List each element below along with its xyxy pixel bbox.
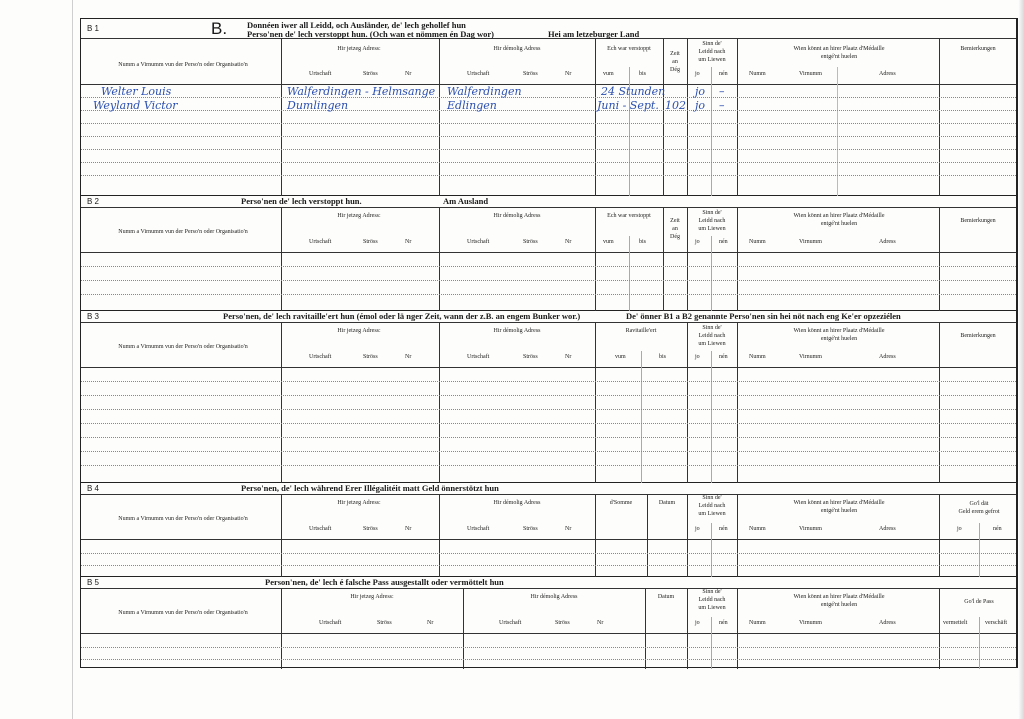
col-street: Ströss [363, 354, 378, 360]
col-survived-1: Sinn de' [702, 589, 722, 595]
entry-2-name: Weyland Victor [93, 99, 178, 112]
binding-margin-line [72, 0, 73, 719]
col-town: Urtschaft [467, 239, 490, 245]
col-time-an: an [672, 59, 678, 65]
col-nen: nén [719, 71, 728, 77]
col-street: Ströss [363, 71, 378, 77]
col-time-an: an [672, 226, 678, 232]
col-adress: Adress [879, 239, 896, 245]
col-numm: Numm [749, 526, 766, 532]
col-town: Urtschaft [309, 239, 332, 245]
col-numm: Numm [749, 354, 766, 360]
col-old-address-header: Hir démolig Adress [530, 594, 578, 600]
col-street: Ströss [555, 620, 570, 626]
col-pass-made: verschäft [985, 620, 1007, 626]
col-nen: nén [719, 239, 728, 245]
col-virnumm: Virnumm [799, 239, 822, 245]
col-town: Urtschaft [319, 620, 342, 626]
col-gold-header: Go'l dät [969, 501, 989, 507]
col-adress: Adress [879, 71, 896, 77]
section-title: Donnéen iwer all Leidd, och Ausländer, de' lech gehollef hun [247, 20, 466, 30]
col-pass-header: Go'l de Pass [964, 599, 994, 605]
col-survived-1: Sinn de' [702, 325, 722, 331]
col-current-address-header: Hir jetzeg Adress: [337, 500, 381, 506]
section-title: Person'nen, de' lech é falsche Pass ausgestallt oder vermöttelt hun [265, 577, 504, 587]
section-b2-title-row [81, 196, 1016, 208]
col-virnumm: Virnumm [799, 71, 822, 77]
col-adress: Adress [879, 354, 896, 360]
section-b4-title-row [81, 483, 1016, 495]
col-current-address-header: Hir jetzeg Adress: [337, 328, 381, 334]
entry-1-survived: jo [695, 85, 706, 98]
col-medal-2: entgé'nt huelen [820, 54, 858, 60]
section-b5 [81, 577, 1016, 669]
entry-1-no: – [719, 85, 725, 98]
col-nen: nén [719, 620, 728, 626]
col-survived-1: Sinn de' [702, 41, 722, 47]
col-old-address-header: Hir démolig Adress [493, 328, 541, 334]
col-town: Urtschaft [467, 71, 490, 77]
section-code: B 1 [87, 24, 100, 33]
col-time: Zeit [670, 218, 680, 224]
col-to: bis [659, 354, 667, 360]
col-survived-2: Leidd nach [698, 503, 726, 509]
col-nr: Nr [597, 620, 604, 626]
col-survived-3: um Liewen [698, 341, 726, 347]
col-jo: jo [957, 526, 962, 532]
col-from: vum [615, 354, 626, 360]
col-town: Urtschaft [309, 71, 332, 77]
col-remarks: Bemierkungen [960, 218, 996, 224]
col-street: Ströss [523, 239, 538, 245]
col-street: Ströss [377, 620, 392, 626]
col-jo: jo [695, 71, 700, 77]
col-nen: nén [719, 526, 728, 532]
col-town: Urtschaft [467, 526, 490, 532]
col-nr: Nr [405, 526, 412, 532]
section-letter: B. [211, 19, 228, 38]
entry-2-no: – [719, 99, 725, 112]
col-town: Urtschaft [499, 620, 522, 626]
col-from: vum [603, 239, 614, 245]
col-adress: Adress [879, 526, 896, 532]
section-title-note: De' önner B1 a B2 genannte Perso'nen sin hei nöt nach eng Ke'er opzeziélen [626, 311, 901, 321]
col-medal-2: entgé'nt huelen [820, 336, 858, 342]
col-virnumm: Virnumm [799, 354, 822, 360]
col-time: Zeit [670, 51, 680, 57]
section-b3-title-row [81, 311, 1016, 323]
col-nr: Nr [427, 620, 434, 626]
col-survived-3: um Liewen [698, 226, 726, 232]
col-nr: Nr [565, 71, 572, 77]
col-survived-3: um Liewen [698, 511, 726, 517]
col-medal-1: Wien könnt an hirer Plaatz d'Médaille [793, 594, 885, 600]
col-survived-1: Sinn de' [702, 495, 722, 501]
col-street: Ströss [363, 526, 378, 532]
col-adress: Adress [879, 620, 896, 626]
col-medal-1: Wien könnt an hirer Plaatz d'Médaille [793, 328, 885, 334]
col-jo: jo [695, 620, 700, 626]
col-hidden-header: Ech war verstoppt [607, 46, 651, 52]
col-old-address-header: Hir démolig Adress [493, 46, 541, 52]
section-title: Perso'nen de' lech verstoppt hun. [241, 196, 362, 206]
section-code: B 2 [87, 197, 100, 206]
col-medal-2: entgé'nt huelen [820, 508, 858, 514]
col-pass-lost: vermettelt [943, 620, 968, 626]
col-medal-2: entgé'nt huelen [820, 221, 858, 227]
section-code: B 3 [87, 312, 100, 321]
section-subtitle-location: Hei am letzeburger Land [548, 29, 640, 39]
col-nr: Nr [565, 239, 572, 245]
entry-1-period: 24 Stunden [601, 85, 666, 98]
col-nen: nén [993, 526, 1002, 532]
col-survived-2: Leidd nach [698, 218, 726, 224]
col-street: Ströss [523, 354, 538, 360]
entry-2-old-address: Edlingen [447, 99, 497, 112]
col-nr: Nr [565, 526, 572, 532]
col-survived-2: Leidd nach [698, 49, 726, 55]
col-street: Ströss [363, 239, 378, 245]
col-numm: Numm [749, 620, 766, 626]
col-old-address-header: Hir démolig Adress [493, 500, 541, 506]
col-numm: Numm [749, 239, 766, 245]
section-title-location: Am Ausland [443, 196, 489, 206]
col-remarks: Bemierkungen [960, 46, 996, 52]
col-name-header: Numm a Virnumm vun der Perso'n oder Organisatio'n [118, 344, 248, 350]
col-survived-2: Leidd nach [698, 597, 726, 603]
col-numm: Numm [749, 71, 766, 77]
col-medal-1: Wien könnt an hirer Plaatz d'Médaille [793, 500, 885, 506]
col-nr: Nr [565, 354, 572, 360]
section-b5-title-row [81, 577, 1016, 589]
col-survived-3: um Liewen [698, 605, 726, 611]
col-time-deeg: Dég [670, 67, 680, 73]
col-date-header: Datum [658, 500, 676, 506]
col-medal-2: entgé'nt huelen [820, 602, 858, 608]
col-old-address-header: Hir démolig Adress [493, 213, 541, 219]
col-name-header: Numm a Virnumm vun der Perso'n oder Organisatio'n [118, 62, 248, 68]
entry-2-survived: jo [695, 99, 706, 112]
section-code: B 4 [87, 484, 100, 493]
col-remarks: Bemierkungen [960, 333, 996, 339]
col-virnumm: Virnumm [799, 620, 822, 626]
col-virnumm: Virnumm [799, 526, 822, 532]
col-survived-2: Leidd nach [698, 333, 726, 339]
col-sum-header: d'Somme [609, 500, 633, 506]
col-from: vum [603, 71, 614, 77]
section-b3 [81, 311, 1016, 483]
section-code: B 5 [87, 578, 100, 587]
col-survived-1: Sinn de' [702, 210, 722, 216]
col-jo: jo [695, 526, 700, 532]
col-jo: jo [695, 354, 700, 360]
page-edge-shadow [1018, 0, 1024, 719]
entry-1-old-address: Walferdingen [447, 85, 522, 98]
col-name-header: Numm a Virnumm vun der Perso'n oder Organisatio'n [118, 229, 248, 235]
col-gold-header-2: Geld erem gefrot [958, 509, 1000, 515]
col-town: Urtschaft [309, 354, 332, 360]
col-date-header: Datum [657, 594, 675, 600]
col-survived-3: um Liewen [698, 57, 726, 63]
col-name-header: Numm a Virnumm vun der Perso'n oder Organisatio'n [118, 610, 248, 616]
col-nr: Nr [405, 354, 412, 360]
col-nr: Nr [405, 71, 412, 77]
col-town: Urtschaft [467, 354, 490, 360]
col-current-address-header: Hir jetzeg Adress: [337, 46, 381, 52]
form-sheet [80, 18, 1018, 668]
col-jo: jo [695, 239, 700, 245]
col-hidden-header: Ech war verstoppt [607, 213, 651, 219]
col-current-address-header: Hir jetzeg Adress: [337, 213, 381, 219]
entry-1-name: Welter Louis [101, 85, 172, 98]
col-nen: nén [719, 354, 728, 360]
col-nr: Nr [405, 239, 412, 245]
col-to: bis [639, 239, 647, 245]
col-medal-1: Wien könnt an hirer Plaatz d'Médaille [793, 46, 885, 52]
col-to: bis [639, 71, 647, 77]
col-current-address-header: Hir jetzeg Adress: [350, 594, 394, 600]
section-b1 [81, 19, 1016, 196]
section-b4 [81, 483, 1016, 577]
col-street: Ströss [523, 71, 538, 77]
col-street: Ströss [523, 526, 538, 532]
col-medal-1: Wien könnt an hirer Plaatz d'Médaille [793, 213, 885, 219]
section-title: Perso'nen, de' lech während Erer Illégalitéit matt Geld önnerstötzt hun [241, 483, 499, 493]
col-town: Urtschaft [309, 526, 332, 532]
entry-1-current-address: Walferdingen - Helmsange [287, 85, 436, 98]
section-b2 [81, 196, 1016, 311]
entry-2-period: Juni - Sept. [597, 99, 659, 112]
col-time-deeg: Dég [670, 234, 680, 240]
entry-2-current-address: Dumlingen [287, 99, 349, 112]
col-name-header: Numm a Virnumm vun der Perso'n oder Organisatio'n [118, 516, 248, 522]
section-b1-title-row [81, 19, 1016, 39]
section-subtitle: Perso'nen de' lech verstoppt hun. (Och wan et nömmen én Dag wor) [247, 29, 494, 39]
section-title: Perso'nen, de' lech ravitaille'ert hun (émol oder lä nger Zeit, wann der z.B. an engem Bunker wor.) [223, 311, 581, 321]
col-ravitaille-header: Ravitaille'ert [625, 328, 657, 334]
entry-2-days: 102 [665, 99, 686, 112]
